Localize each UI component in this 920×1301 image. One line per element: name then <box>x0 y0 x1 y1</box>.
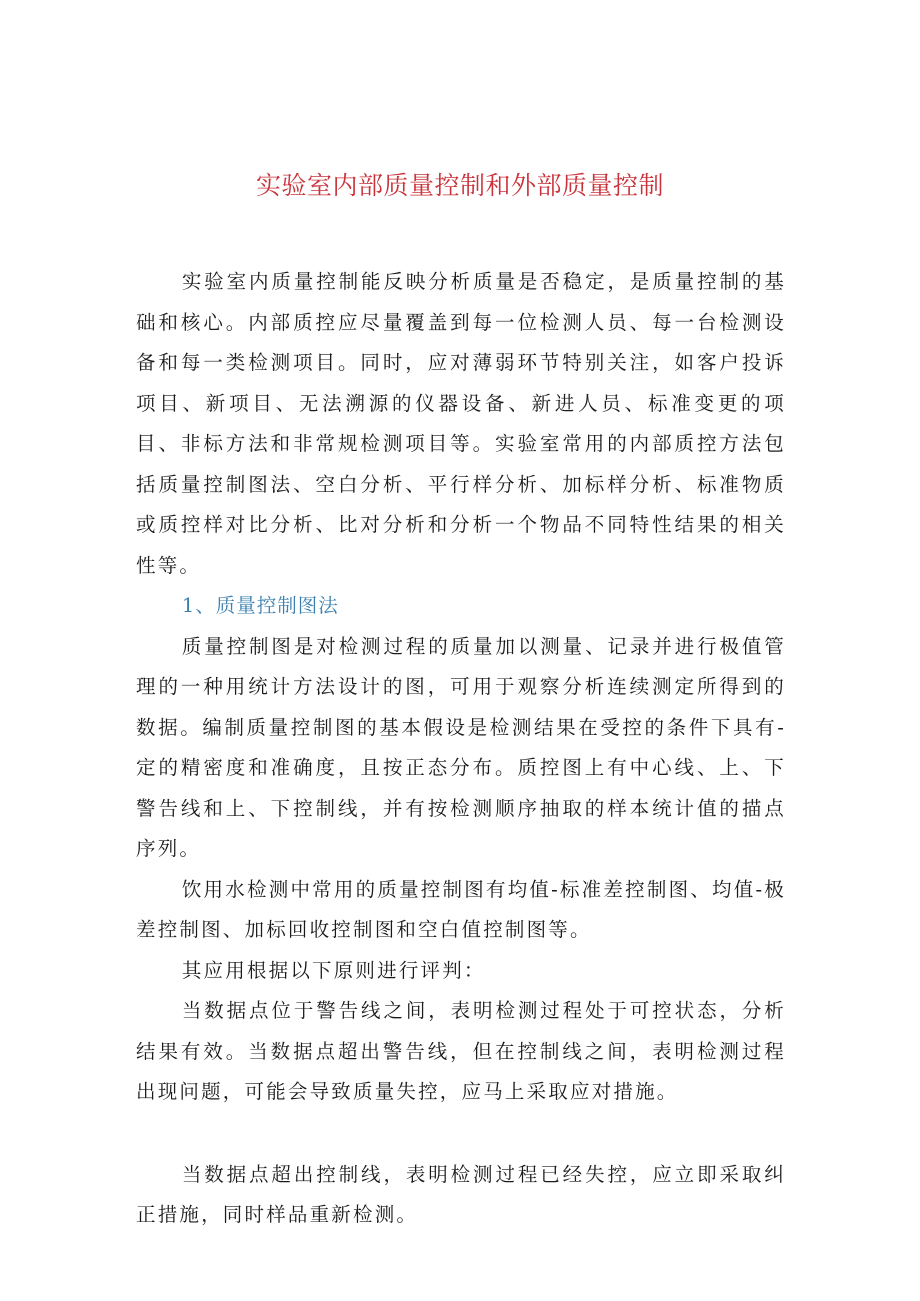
document-title: 实验室内部质量控制和外部质量控制 <box>255 171 664 200</box>
document-body <box>136 262 786 1236</box>
paragraph-intro: 实验室内质量控制能反映分析质量是否稳定，是质量控制的基础和核心。内部质控应尽量覆盖到每一位检测人员、每一台检测设备和每一类检测项目。同时，应对薄弱环节特别关注，如客户投诉项目、新项目、无法溯源的仪器设备、新进人员、标准变更的项目、非标方法和非常规检测项目等。实验室常用的内部质控方法包括质量控制图法、空白分析、平行样分析、加标样分析、标准物质或质控样对比分析、比对分析和分析一个物品不同特性结果的相关性等。 <box>136 270 786 577</box>
paragraph-principles: 其应用根据以下原则进行评判： <box>181 958 486 982</box>
paragraph-control-chart: 质量控制图是对检测过程的质量加以测量、记录并进行极值管理的一种用统计方法设计的图，可用于观察分析连续测定所得到的数据。编制质量控制图的基本假设是检测结果在受控的条件下具有-定的精密度和准确度，且按正态分布。质控图上有中心线、上、下警告线和上、下控制线，并有按检测顺序抽取的样本统计值的描点序列。 <box>136 634 786 860</box>
section-heading: 1、质量控制图法 <box>181 594 339 617</box>
paragraph-drinking-water: 饮用水检测中常用的质量控制图有均值-标准差控制图、均值-极差控制图、加标回收控制图和空白值控制图等。 <box>136 877 786 941</box>
paragraph-warning-line: 当数据点位于警告线之间，表明检测过程处于可控状态，分析结果有效。当数据点超出警告线，但在控制线之间，表明检测过程出现问题，可能会导致质量失控，应马上采取应对措施。 <box>136 999 786 1103</box>
paragraph-control-line: 当数据点超出控制线，表明检测过程已经失控，应立即采取纠正措施，同时样品重新检测。 <box>136 1162 786 1226</box>
